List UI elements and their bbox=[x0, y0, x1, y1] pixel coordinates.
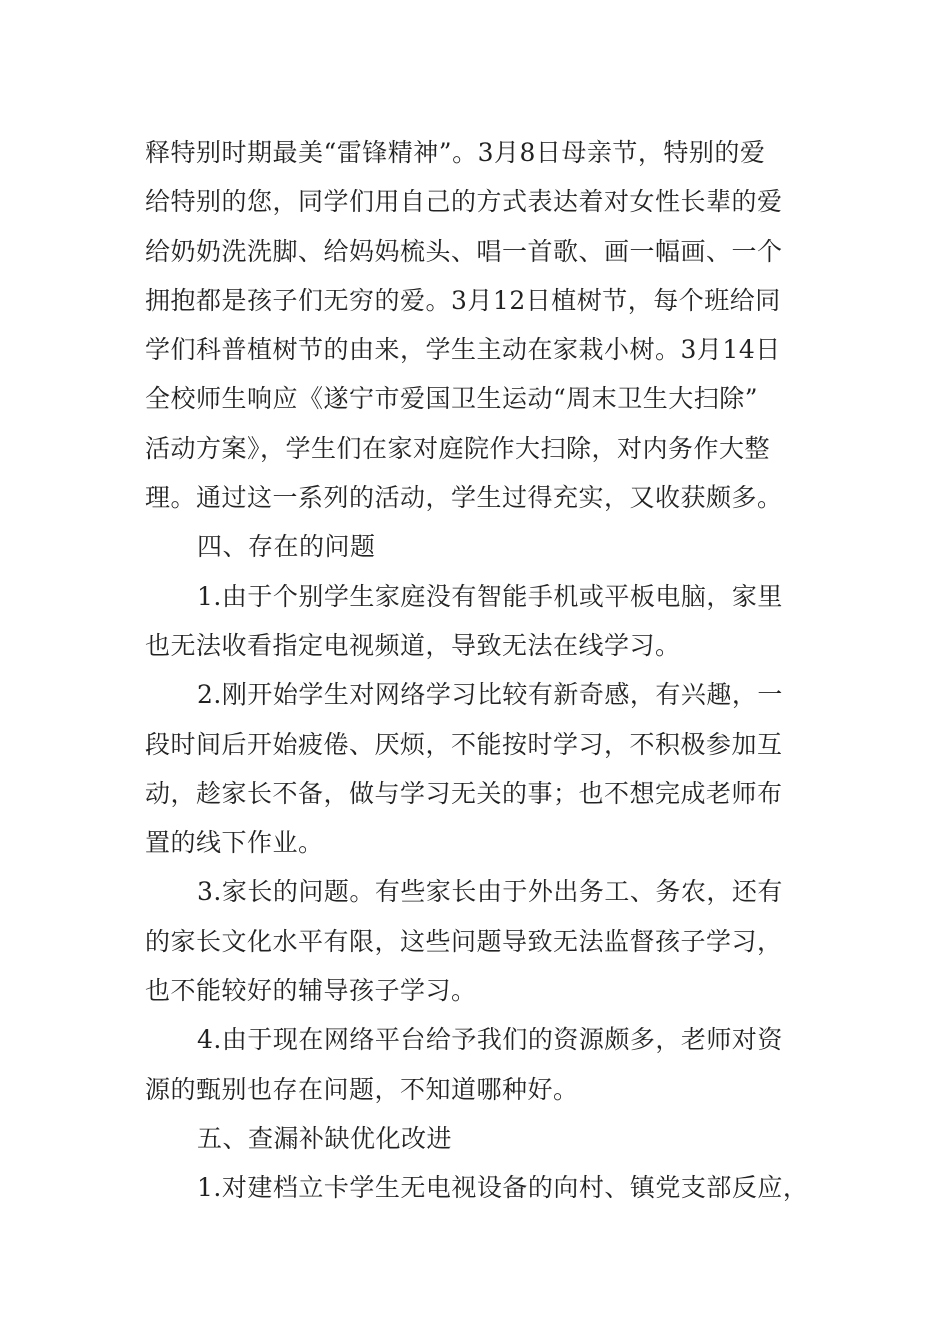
paragraph-line: 2.刚开始学生对网络学习比较有新奇感，有兴趣，一 bbox=[197, 680, 783, 710]
paragraph-line: 也无法收看指定电视频道，导致无法在线学习。 bbox=[145, 630, 681, 660]
paragraph-line: 的家长文化水平有限，这些问题导致无法监督孩子学习， bbox=[145, 926, 783, 956]
paragraph-line: 1.对建档立卡学生无电视设备的向村、镇党支部反应， bbox=[197, 1173, 809, 1203]
paragraph-line: 1.由于个别学生家庭没有智能手机或平板电脑，家里 bbox=[197, 581, 783, 611]
section-heading-problems: 四、存在的问题 bbox=[197, 532, 376, 562]
paragraph-line: 给特别的您，同学们用自己的方式表达着对女性长辈的爱 bbox=[145, 187, 783, 217]
section-heading-improvements: 五、查漏补缺优化改进 bbox=[197, 1123, 453, 1153]
paragraph-line: 拥抱都是孩子们无穷的爱。3月12日植树节，每个班给同 bbox=[145, 285, 781, 315]
paragraph-line: 理。通过这一系列的活动，学生过得充实，又收获颇多。 bbox=[145, 483, 783, 513]
paragraph-line: 置的线下作业。 bbox=[145, 828, 324, 858]
paragraph-line: 4.由于现在网络平台给予我们的资源颇多，老师对资 bbox=[197, 1025, 783, 1055]
paragraph-line: 动，趁家长不备，做与学习无关的事；也不想完成老师布 bbox=[145, 778, 783, 808]
paragraph-line: 也不能较好的辅导孩子学习。 bbox=[145, 976, 477, 1006]
document-body bbox=[145, 128, 835, 1213]
paragraph-line: 全校师生响应《遂宁市爱国卫生运动“周末卫生大扫除” bbox=[145, 384, 759, 414]
paragraph-line: 段时间后开始疲倦、厌烦，不能按时学习，不积极参加互 bbox=[145, 729, 783, 759]
paragraph-line: 给奶奶洗洗脚、给妈妈梳头、唱一首歌、画一幅画、一个 bbox=[145, 236, 783, 266]
paragraph-line: 3.家长的问题。有些家长由于外出务工、务农，还有 bbox=[197, 877, 783, 907]
paragraph-line: 学们科普植树节的由来，学生主动在家栽小树。3月14日 bbox=[145, 335, 781, 365]
paragraph-line: 释特别时期最美“雷锋精神”。3月8日母亲节，特别的爱 bbox=[145, 138, 766, 167]
paragraph-line: 活动方案》，学生们在家对庭院作大扫除，对内务作大整 bbox=[145, 433, 771, 463]
paragraph-line: 源的甄别也存在问题，不知道哪种好。 bbox=[145, 1074, 579, 1104]
